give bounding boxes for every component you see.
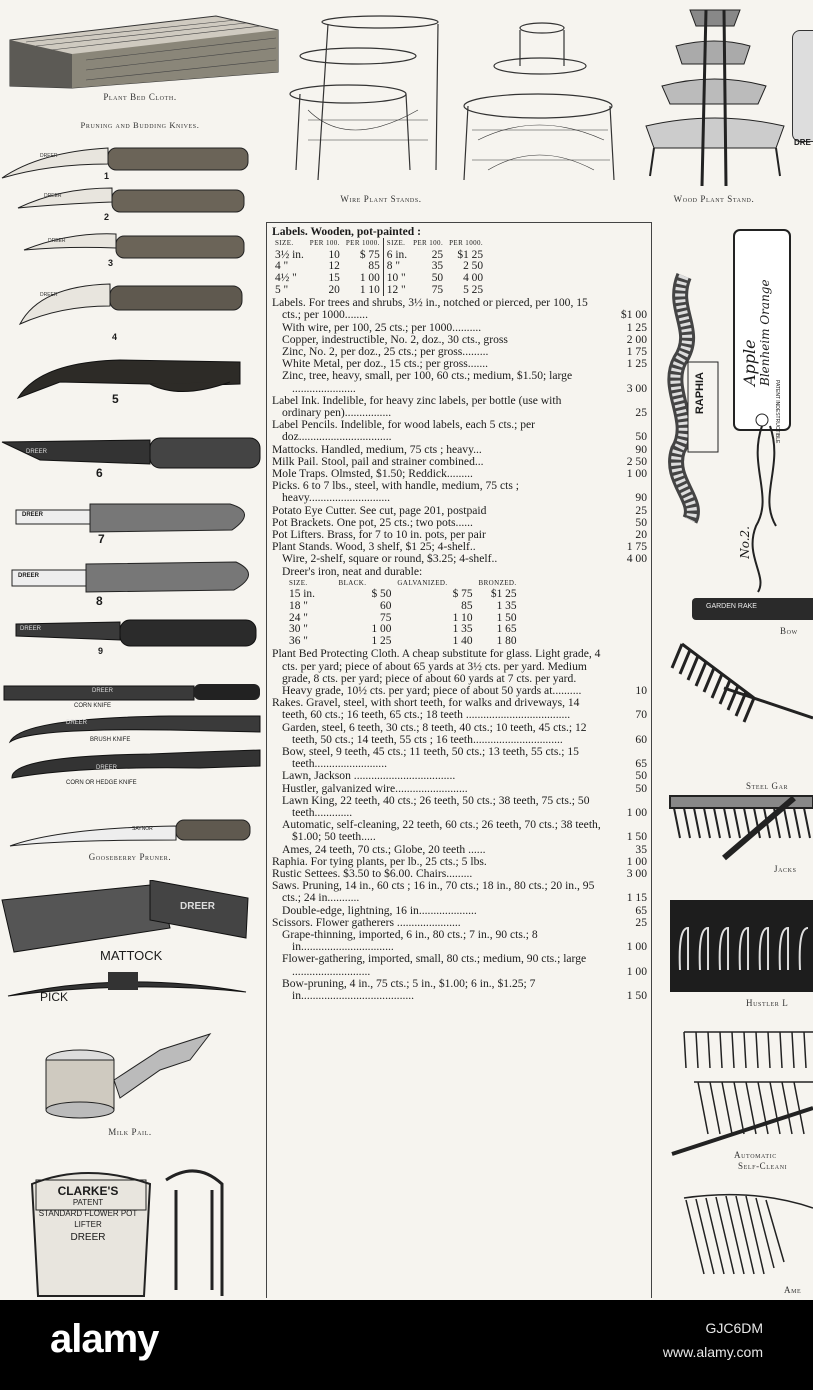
entry-plant-stands-iron: Dreer's iron, neat and durable: (282, 564, 423, 578)
cell: $ 75 (452, 588, 473, 601)
image-id: GJC6DM (705, 1320, 763, 1336)
entry-rakes-jackson: Lawn, Jackson ................................... 50 (282, 769, 647, 783)
cell: 50 (431, 271, 444, 284)
knife-number-3: 3 (108, 258, 114, 268)
entry-saws: Saws. Pruning, 14 in., 60 cts ; 16 in., 70 cts.; 18 in., 80 cts.; 20 in., 95 cts.; 24 in........... 1 15 (272, 879, 647, 905)
knife-brand-8: DREER (18, 573, 40, 579)
cell: 1 10 (359, 283, 380, 296)
brush-knife-brand: DREER (66, 720, 88, 726)
table-row (286, 601, 520, 613)
entry-rakes-bow: Bow, steel, 9 teeth, 45 cts.; 11 teeth, 50 cts.; 13 teeth, 55 cts.; 15 teeth......................... 65 (282, 745, 647, 771)
knife-brand-7: DREER (22, 512, 44, 518)
jackson-rake (670, 796, 813, 858)
alamy-logo[interactable]: alamy (50, 1317, 159, 1361)
entry-scissors-flower: Flower-gathering, imported, small, 80 cts.; medium, 90 cts.; large ........................... 1 00 (282, 952, 647, 978)
stands-table-header (286, 578, 520, 590)
jackson-caption: Jacks (774, 864, 797, 874)
entry-picks: Picks. 6 to 7 lbs., steel, with handle, medium, 75 cts ; heavy............................ 90 (272, 479, 647, 505)
cell: 1 00 (359, 271, 380, 284)
wire-plant-stands-illustration (288, 10, 628, 190)
entry-scissors-grape: Grape-thinning, imported, 6 in., 80 cts.; 7 in., 90 cts.; 8 in................................ 1 00 (282, 928, 647, 954)
labels-wooden-heading: Labels. Wooden, pot-painted : (272, 225, 421, 238)
knife-brand-6: DREER (26, 449, 48, 455)
th-per100-2: PER 100. (413, 239, 444, 248)
cell: 20 (328, 283, 340, 296)
cell: 1 65 (496, 623, 517, 636)
cell: 1 35 (496, 600, 517, 613)
knife-7 (16, 504, 245, 532)
cell: 10 (328, 248, 340, 261)
entry-plant-bed-cloth: Plant Bed Protecting Cloth. A cheap substitute for glass. Light grade, 4 cts. per yard; piece of about 65 yards at 3½ cts. per yard. Medium grade, 8 cts. per yard; piece of about 60 yards at 7 cts. per yard. Heavy grade, 10½ cts. per yard; piece of about 50 yards at.......... 10 (272, 647, 647, 698)
knife-4 (20, 284, 242, 324)
rakes-illustration (664, 638, 813, 1298)
entry-pot-brackets: Pot Brackets. One pot, 25 cts.; two pots...... 50 (272, 515, 647, 529)
knife-brand-3: DREER (48, 238, 66, 244)
entry-label-pencils: Label Pencils. Indelible, for wood labels, each 5 cts.; per doz................................ 50 (272, 418, 647, 444)
entry-raphia: Raphia. For tying plants, per lb., 25 cts.; 5 lbs. 1 00 (272, 854, 647, 868)
raphia-label: RAPHIA (694, 372, 706, 415)
th-stand-size: SIZE. (289, 578, 308, 587)
entry-labels-zinc: Zinc, No. 2, per doz., 25 cts.; per gross......... 1 75 (282, 344, 647, 358)
entry-label-ink: Label Ink. Indelible, for heavy zinc labels, per bottle (use with ordinary pen)................ 25 (272, 393, 647, 419)
mattock-label: MATTOCK (100, 948, 163, 963)
lifter-line-5: DREER (70, 1232, 106, 1243)
cell: 4 " (275, 260, 289, 273)
cell: 3½ in. (275, 248, 304, 261)
knives-caption: Pruning and Budding Knives. (80, 120, 200, 130)
table-row (286, 613, 520, 625)
cell: 15 in. (289, 588, 315, 601)
corn-knife (4, 684, 260, 700)
knife-brand-2: DREER (44, 193, 62, 199)
cell: 1 35 (452, 623, 473, 636)
entry-mole-traps: Mole Traps. Olmsted, $1.50; Reddick......... 1 00 (272, 467, 647, 481)
pot-lifter-text (38, 1186, 138, 1243)
entry-scissors-bow: Bow-pruning, 4 in., 75 cts.; 5 in., $1.00; 6 in., $1.25; 7 in....................................... 1 50 (282, 976, 647, 1003)
plant-bed-cloth-caption: Plant Bed Cloth. (103, 92, 177, 102)
table-row (286, 624, 520, 636)
cell: $1 25 (457, 248, 484, 261)
knife-1 (2, 148, 248, 178)
table-row (286, 589, 520, 601)
knife-number-9: 9 (98, 646, 104, 656)
labels-price-table (272, 238, 486, 296)
wood-plant-stand-illustration (640, 6, 790, 188)
entry-rakes-gravel: Rakes. Gravel, steel, with short teeth, for walks and driveways, 14 teeth, 60 cts.; 16 teeth, 65 cts.; 18 teeth .................................... 70 (272, 696, 647, 722)
cell: 85 (368, 260, 380, 273)
mattock-illustration (0, 880, 260, 1000)
cell: 24 " (289, 611, 308, 624)
cell: 15 (328, 271, 340, 284)
alamy-url[interactable]: www.alamy.com (662, 1344, 763, 1360)
entry-saws-double-edge: Double-edge, lightning, 16 in.................... 65 (282, 903, 647, 917)
price-list (266, 222, 652, 1298)
cell: 6 in. (383, 250, 410, 262)
entry-labels-wire: With wire, per 100, 25 cts.; per 1000.......... 1 25 (282, 320, 647, 334)
tag-patent-text: PATENT INDESTRUCTIBLE (774, 380, 780, 444)
th-bronzed: BRONZED. (478, 578, 517, 587)
lifter-line-1: CLARKE'S (57, 1184, 119, 1198)
entry-labels-trees: Labels. For trees and shrubs, 3½ in., notched or pierced, per 100, 15 cts.; per 1000........ $1 00 (272, 296, 647, 322)
wire-stands-caption: Wire Plant Stands. (340, 194, 422, 204)
entry-rakes-garden: Garden, steel, 6 teeth, 30 cts.; 8 teeth, 40 cts.; 10 teeth, 45 cts.; 12 teeth, 50 cts.; 14 teeth, 55 cts ; 16 teeth............................... 60 (282, 720, 647, 746)
th-black: BLACK. (338, 578, 367, 587)
cell: $ 50 (371, 588, 392, 601)
brush-knife-label: BRUSH KNIFE (90, 737, 131, 743)
entry-rakes-hustler: Hustler, galvanized wire......................... 50 (282, 781, 647, 795)
pick-label: PICK (40, 990, 69, 1004)
partial-dre-text: DRE (794, 138, 811, 147)
th-size-2: SIZE. (383, 238, 410, 250)
garden-rake-label: GARDEN RAKE (706, 603, 757, 610)
knife-number-1: 1 (104, 171, 110, 181)
cell: 10 " (383, 273, 410, 285)
knife-8 (12, 562, 249, 592)
knife-number-6: 6 (96, 466, 103, 480)
tag-text-variety: Blenheim Orange (758, 279, 772, 386)
knife-number-2: 2 (104, 212, 110, 222)
table-row (272, 273, 486, 285)
knife-number-4: 4 (112, 332, 118, 342)
stands-price-table (286, 578, 520, 648)
cell: 4 00 (463, 271, 484, 284)
knife-number-7: 7 (98, 532, 105, 546)
hedge-knife-brand: DREER (96, 765, 118, 771)
cell: 25 (431, 248, 444, 261)
cell: 12 " (383, 285, 410, 297)
cell: 60 (380, 600, 392, 613)
lifter-line-4: LIFTER (74, 1220, 102, 1229)
corn-knife-brand: DREER (92, 688, 114, 694)
cell: 18 " (289, 600, 308, 613)
entry-pot-lifters: Pot Lifters. Brass, for 7 to 10 in. pots, per pair 20 (272, 528, 647, 542)
entry-rustic-settees: Rustic Settees. $3.50 to $6.00. Chairs......... 3 00 (272, 867, 647, 881)
hustler-rake (670, 900, 813, 992)
knife-2 (18, 188, 244, 212)
entry-scissors: Scissors. Flower gatherers ...................... 25 (272, 915, 647, 929)
corn-knife-label: CORN KNIFE (74, 703, 112, 709)
ames-caption: Ame (784, 1285, 802, 1295)
gooseberry-caption: Gooseberry Pruner. (88, 852, 172, 862)
entry-labels-white-metal: White Metal, per doz., 15 cts.; per gross....... 1 25 (282, 357, 647, 371)
th-per1000: PER 1000. (345, 239, 380, 248)
cell: 36 " (289, 634, 308, 647)
cell: 4½ " (275, 271, 297, 284)
entry-mattocks: Mattocks. Handled, medium, 75 cts ; heavy... 90 (272, 442, 647, 456)
cell: 1 00 (371, 623, 392, 636)
cell: 12 (328, 260, 340, 273)
gooseberry-pruner (10, 820, 250, 846)
entry-labels-copper: Copper, indestructible, No. 2, doz., 30 cts., gross 2 00 (282, 332, 647, 346)
lifter-line-3: STANDARD FLOWER POT (38, 1209, 138, 1218)
cell: 85 (461, 600, 473, 613)
steel-garden-rake (672, 644, 813, 722)
cell: 1 25 (371, 634, 392, 647)
automatic-rake (672, 1032, 813, 1154)
cell: 1 40 (452, 634, 473, 647)
cell: $ 75 (359, 248, 380, 261)
cell: 75 (431, 283, 444, 296)
plant-bed-cloth-illustration (6, 14, 280, 90)
cell: $1 25 (490, 588, 517, 601)
knives-illustration (0, 138, 266, 858)
cell: 5 25 (463, 283, 484, 296)
th-per100: PER 100. (309, 239, 340, 248)
cell: 75 (380, 611, 392, 624)
milk-pail-caption: Milk Pail. (108, 1127, 152, 1137)
cell: 1 10 (452, 611, 473, 624)
bow-caption: Bow (780, 626, 798, 636)
knife-5 (18, 360, 240, 398)
brush-knife (10, 716, 260, 742)
knife-number-5: 5 (112, 392, 119, 406)
entry-plant-stands-wire: Wire, 2-shelf, square or round, $3.25; 4-shelf.. 4 00 (282, 552, 647, 566)
steel-garden-caption: Steel Gar (746, 781, 789, 791)
cell: 2 50 (463, 260, 484, 273)
knife-brand-4: DREER (40, 292, 58, 298)
knife-9 (16, 620, 256, 646)
th-per1000-2: PER 1000. (449, 239, 484, 248)
entry-potato-eye-cutter: Potato Eye Cutter. See cut, page 201, postpaid 25 (272, 503, 647, 517)
saynor-mark: SAYNOR (132, 826, 153, 832)
hedge-knife-label: CORN OR HEDGE KNIFE (66, 780, 137, 786)
lifter-line-2: PATENT (72, 1198, 104, 1207)
tag-text-apple: Apple (740, 339, 759, 386)
self-cleaning-caption: Self-Cleani (738, 1161, 788, 1171)
entry-rakes-automatic: Automatic, self-cleaning, 22 teeth, 60 cts.; 26 teeth, 70 cts.; 38 teeth, $1.00; 50 teeth..... 1 50 (282, 818, 647, 844)
entry-plant-stands: Plant Stands. Wood, 3 shelf, $1 25; 4-shelf.. 1 75 (272, 540, 647, 554)
cell: 1 80 (496, 634, 517, 647)
cell: 35 (431, 260, 444, 273)
cell: 30 " (289, 623, 308, 636)
milk-pail-illustration (40, 1020, 220, 1120)
entry-labels-zinc-tree: Zinc, tree, heavy, small, per 100, 60 cts.; medium, $1.50; large ...................... 3 00 (282, 369, 647, 395)
table-row (272, 285, 486, 297)
table-row (286, 636, 520, 648)
cell: 5 " (275, 283, 289, 296)
entry-rakes-ames: Ames, 24 teeth, 70 cts.; Globe, 20 teeth ...... 35 (282, 842, 647, 856)
entry-rakes-lawn-king: Lawn King, 22 teeth, 40 cts.; 26 teeth, 50 cts.; 38 teeth, 75 cts.; 50 teeth............. 1 00 (282, 793, 647, 820)
th-galvanized: GALVANIZED. (397, 578, 448, 587)
cell: 8 " (383, 261, 410, 273)
hustler-caption: Hustler L (746, 998, 789, 1008)
knife-number-8: 8 (96, 594, 103, 608)
automatic-caption: Automatic (734, 1150, 777, 1160)
tag-number: No.2. (738, 526, 752, 559)
knife-brand-1: DREER (40, 153, 58, 159)
knife-brand-9: DREER (20, 626, 42, 632)
partial-illustration-edge (792, 30, 813, 142)
th-size: SIZE. (275, 239, 294, 248)
cell: 1 50 (496, 611, 517, 624)
wood-stand-caption: Wood Plant Stand. (673, 194, 755, 204)
entry-milk-pail: Milk Pail. Stool, pail and strainer combined... 2 50 (272, 454, 647, 468)
hedge-knife (12, 750, 260, 778)
ames-rake (684, 1195, 813, 1274)
mattock-brand: DREER (180, 901, 216, 912)
